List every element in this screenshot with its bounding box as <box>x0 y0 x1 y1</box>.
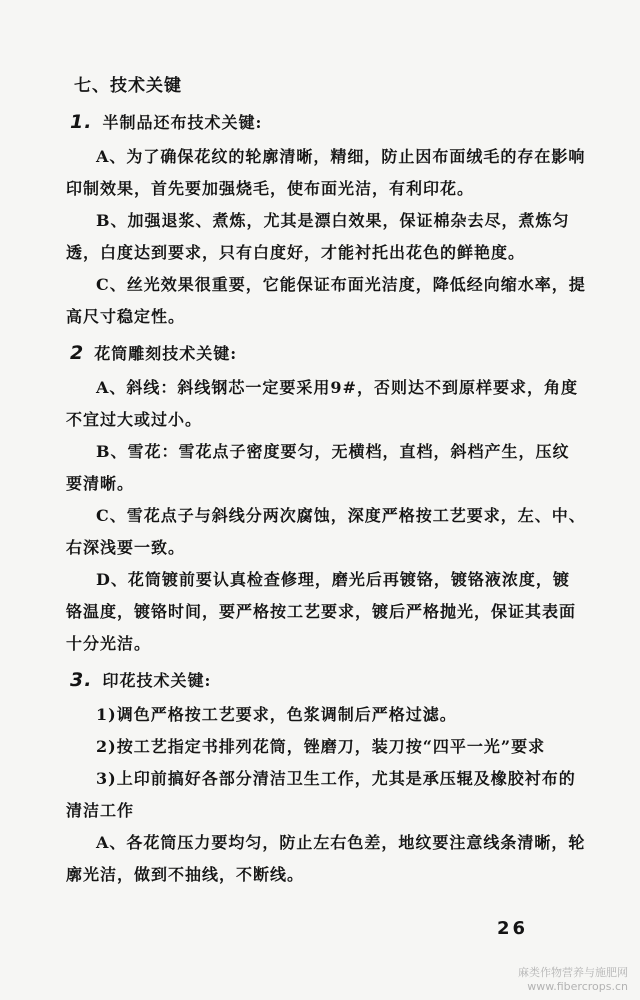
watermark-line-1: 麻类作物营养与施肥网 <box>518 966 628 979</box>
page-content <box>66 70 586 891</box>
sub2-item-b: B、雪花：雪花点子密度要匀，无横档，直档，斜档产生，压纹要清晰。 <box>66 442 570 493</box>
subsection-2-title: 花筒雕刻技术关键: <box>94 344 238 363</box>
watermark <box>518 966 628 994</box>
page-number: 26 <box>496 918 528 939</box>
sub3-item-3: 3)上印前搞好各部分清洁卫生工作，尤其是承压辊及橡胶衬布的清洁工作 <box>66 769 576 820</box>
subsection-1-number: 1. <box>70 111 93 133</box>
sub2-item-a: A、斜线：斜线钢芯一定要采用9#，否则达不到原样要求，角度不宜过大或过小。 <box>66 378 578 429</box>
sub1-item-b: B、加强退浆、煮炼，尤其是漂白效果，保证棉杂去尽，煮炼匀透，白度达到要求，只有白度好，才能衬托出花色的鲜艳度。 <box>66 211 570 262</box>
subsection-2-number: 2 <box>70 342 85 364</box>
section-title: 七、技术关键 <box>74 76 182 96</box>
subsection-1-heading <box>70 106 586 139</box>
sub3-item-1: 1)调色严格按工艺要求，色浆调制后严格过滤。 <box>96 705 457 724</box>
subsection-3-heading <box>70 664 586 697</box>
sub2-item-d: D、花筒镀前要认真检查修理，磨光后再镀铬，镀铬液浓度，镀铬温度，镀铬时间，要严格按工艺要求，镀后严格抛光，保证其表面十分光洁。 <box>66 570 577 653</box>
watermark-line-2: www.fibercrops.cn <box>527 980 628 993</box>
sub2-item-c: C、雪花点子与斜线分两次腐蚀，深度严格按工艺要求，左、中、右深浅要一致。 <box>66 506 586 557</box>
subsection-2-heading <box>70 337 586 370</box>
sub1-item-c: C、丝光效果很重要，它能保证布面光洁度，降低经向缩水率，提高尺寸稳定性。 <box>66 275 586 326</box>
sub3-item-a: A、各花筒压力要均匀，防止左右色差，地纹要注意线条清晰，轮廓光洁，做到不抽线，不断线。 <box>66 833 586 884</box>
sub1-item-a: A、为了确保花纹的轮廓清晰，精细，防止因布面绒毛的存在影响印制效果，首先要加强烧毛，使布面光洁，有利印花。 <box>66 147 586 198</box>
sub3-item-2: 2)按工艺指定书排列花筒，锉磨刀，装刀按“四平一光”要求 <box>96 737 546 756</box>
subsection-1-title: 半制品还布技术关键: <box>102 113 263 132</box>
subsection-3-title: 印花技术关键: <box>102 671 212 690</box>
subsection-3-number: 3. <box>70 669 93 691</box>
